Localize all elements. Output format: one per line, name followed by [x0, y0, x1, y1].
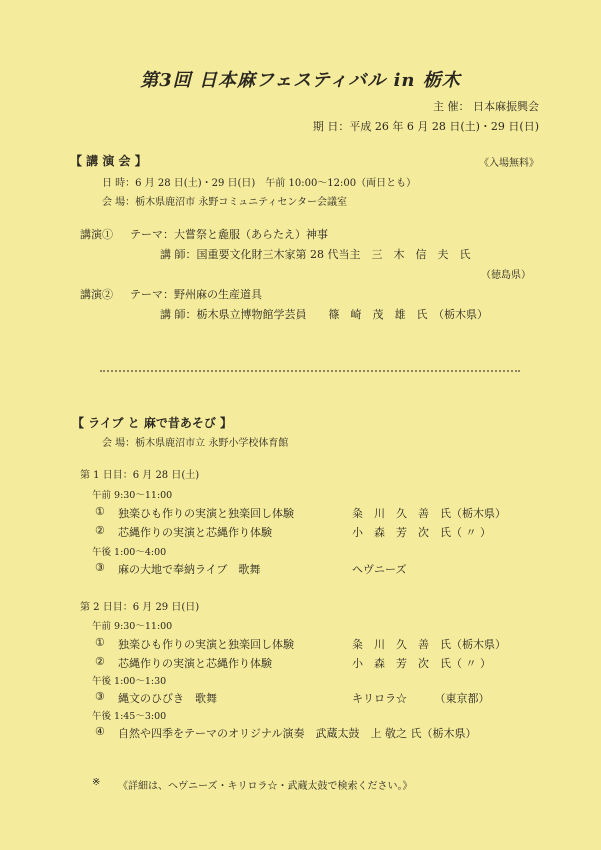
talk-region: （徳島県）	[481, 270, 531, 281]
talk-speaker: 講 師：栃木県立博物館学芸員 篠 崎 茂 雄 氏 （栃木県）	[160, 308, 488, 321]
lecture-heading: 【 講 演 会 】	[70, 154, 147, 168]
item-performer: 小 森 芳 次 氏（ 〃 ）	[352, 526, 491, 539]
item-text: 芯縄作りの実演と芯縄作り体験	[118, 526, 272, 539]
item-number: ②	[95, 655, 105, 668]
lecture-datetime: 日 時：6 月 28 日(土)・29 日(日) 午前 10:00～12:00（両日とも）	[102, 178, 417, 189]
item-text: 縄文のひびき 歌舞	[118, 692, 217, 705]
item-performer: キリロラ☆ （東京都）	[352, 692, 490, 705]
item-number: ②	[95, 524, 105, 537]
day1-label: 第 1 日目：6 月 28 日(土)	[80, 470, 200, 481]
item-text: 独楽ひも作りの実演と独楽回し体験	[118, 507, 294, 520]
item-performer: 粂 川 久 善 氏（栃木県）	[352, 507, 506, 520]
talk-label: 講演②	[80, 288, 113, 301]
organizer: 主 催： 日本麻振興会	[433, 100, 539, 113]
item-text: 芯縄作りの実演と芯縄作り体験	[118, 657, 272, 670]
event-period: 期 日：平成 26 年 6 月 28 日(土)・29 日(日)	[312, 120, 539, 133]
live-heading: 【 ライブ と 麻で昔あそび 】	[72, 416, 232, 430]
day1-time-pm: 午後 1:00～4:00	[92, 547, 167, 558]
item-number: ③	[95, 561, 105, 574]
footer-mark: ※	[92, 777, 101, 788]
footer-note: 《詳細は、ヘヴニーズ・キリロラ☆・武蔵太鼓で検索ください。》	[118, 781, 413, 792]
item-number: ③	[95, 690, 105, 703]
item-text: 麻の大地で奉納ライブ 歌舞	[118, 563, 261, 576]
day2-time-pm2: 午後 1:45～3:00	[92, 711, 167, 722]
item-text: 独楽ひも作りの実演と独楽回し体験	[118, 638, 294, 651]
day2-time-pm1: 午後 1:00～1:30	[92, 676, 167, 687]
item-number: ①	[95, 505, 105, 518]
item-text: 自然や四季をテーマのオリジナル演奏 武蔵太鼓 上 敬之 氏（栃木県）	[118, 727, 477, 740]
day1-time-am: 午前 9:30～11:00	[92, 490, 173, 501]
talk-label: 講演①	[80, 228, 113, 241]
talk-speaker: 講 師：国重要文化財三木家第 28 代当主 三 木 信 夫 氏	[160, 248, 471, 261]
item-number: ④	[95, 725, 105, 738]
section-divider	[100, 370, 520, 372]
free-admission-note: 《入場無料》	[479, 158, 539, 169]
live-venue: 会 場：栃木県鹿沼市立 永野小学校体育館	[102, 438, 289, 449]
talk-theme: テーマ：大嘗祭と麁服（あらたえ）神事	[130, 228, 328, 241]
talk-theme: テーマ：野州麻の生産道具	[130, 288, 262, 301]
day2-label: 第 2 日目：6 月 29 日(日)	[80, 602, 200, 613]
day2-time-am: 午前 9:30～11:00	[92, 621, 173, 632]
item-performer: ヘヴニーズ	[352, 563, 407, 576]
item-performer: 粂 川 久 善 氏（栃木県）	[352, 638, 506, 651]
lecture-venue: 会 場：栃木県鹿沼市 永野コミュニティセンター会議室	[102, 197, 347, 208]
item-performer: 小 森 芳 次 氏（ 〃 ）	[352, 657, 491, 670]
page-title: 第3回 日本麻フェスティバル in 栃木	[140, 70, 461, 91]
item-number: ①	[95, 636, 105, 649]
